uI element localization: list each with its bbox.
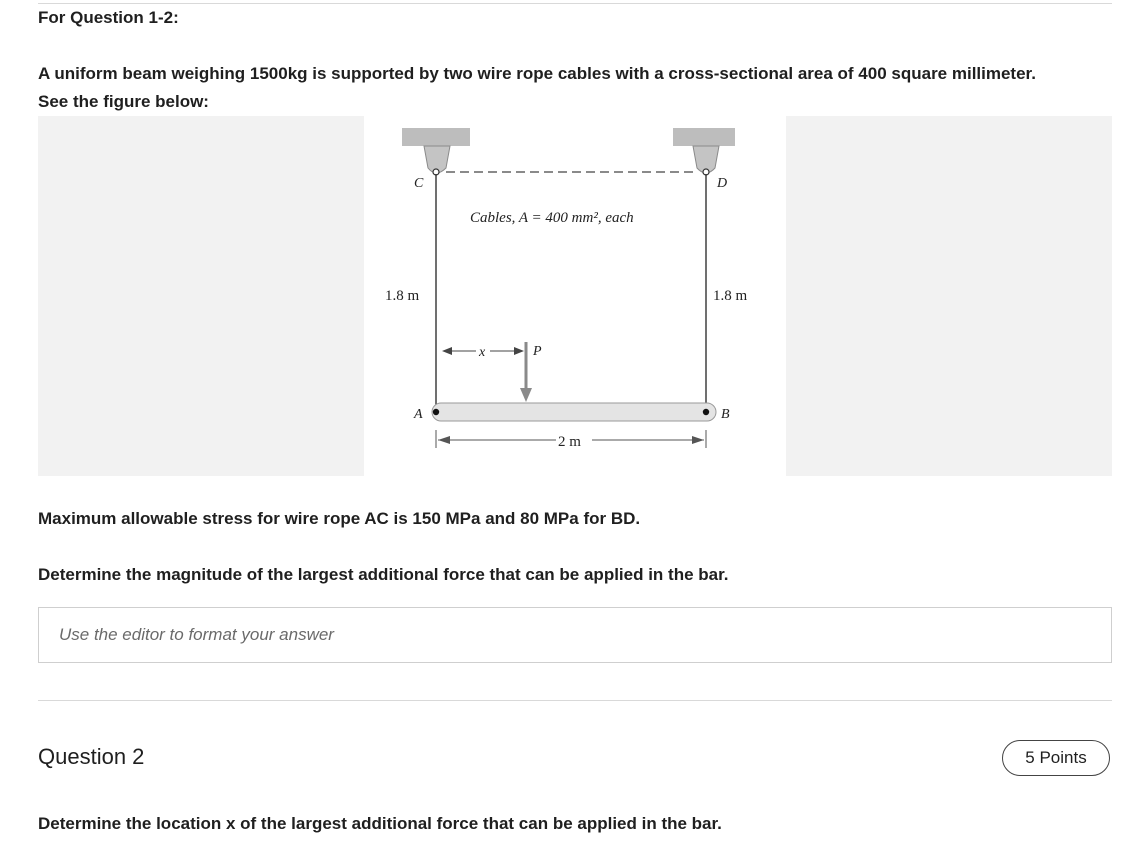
answer-input[interactable] (39, 608, 1111, 662)
x-label: x (479, 345, 486, 360)
x-arrowhead-right (514, 347, 524, 355)
section-heading: For Question 1-2: (38, 8, 179, 27)
question-divider (38, 700, 1112, 701)
pin-b (703, 409, 709, 415)
label-b: B (721, 407, 730, 422)
beam-figure (38, 116, 1112, 476)
support-d-ceiling (673, 128, 735, 146)
stress-statement: Maximum allowable stress for wire rope AC is 150 MPa and 80 MPa for BD. (38, 509, 641, 528)
force-p-arrowhead (520, 388, 532, 402)
pin-a (433, 409, 439, 415)
top-divider (38, 3, 1112, 4)
beam-length-label: 2 m (558, 434, 581, 450)
label-a: A (414, 407, 423, 422)
beam (432, 403, 716, 421)
beam-dim-arrow-left (438, 436, 450, 444)
label-c: C (414, 176, 424, 191)
problem-intro-line1: A uniform beam weighing 1500kg is supported by two wire rope cables with a cross-sectional area of 400 square millimeter. (38, 64, 1036, 83)
beam-dim-arrow-right (692, 436, 704, 444)
right-cable-length: 1.8 m (713, 288, 748, 304)
answer-editor[interactable] (38, 607, 1112, 663)
label-d: D (717, 176, 728, 191)
cables-label: Cables, A = 400 mm², each (470, 210, 634, 226)
points-badge: 5 Points (1002, 740, 1110, 776)
question2-title: Question 2 (38, 744, 145, 769)
support-c-ceiling (402, 128, 470, 146)
question2-prompt: Determine the location x of the largest additional force that can be applied in the bar. (38, 814, 722, 833)
left-cable-length: 1.8 m (385, 288, 420, 304)
problem-intro-line2: See the figure below: (38, 92, 209, 111)
question1-prompt: Determine the magnitude of the largest additional force that can be applied in the bar. (38, 565, 729, 584)
x-arrowhead-left (442, 347, 452, 355)
force-p-label: P (533, 344, 542, 359)
problem-intro (38, 60, 1118, 116)
beam-diagram (38, 116, 1112, 476)
